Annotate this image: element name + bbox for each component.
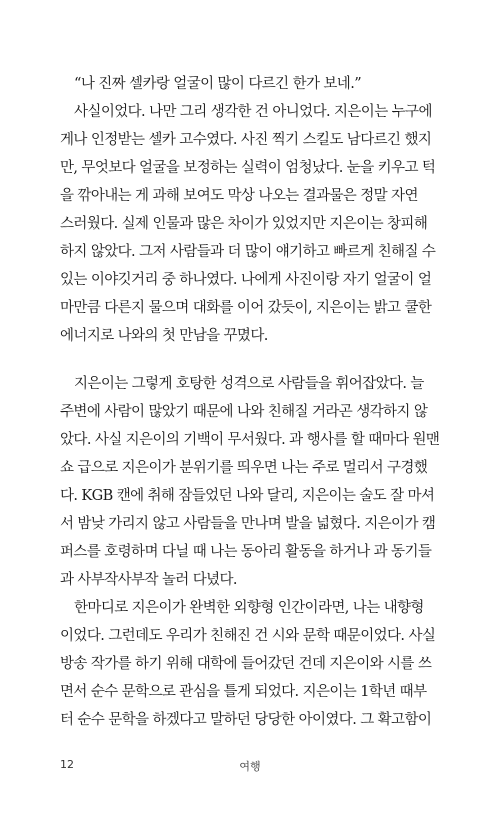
text-line: 사실이었다. 나만 그리 생각한 건 아니었다. 지은이는 누구에 <box>74 104 432 120</box>
text-line: 하지 않았다. 그저 사람들과 더 많이 얘기하고 빠르게 친해질 수 <box>60 244 436 260</box>
text-line: 을 깎아내는 게 과해 보여도 막상 나오는 결과물은 정말 자연 <box>60 188 418 204</box>
text-line: 에너지로 나와의 첫 만남을 꾸몄다. <box>60 328 268 344</box>
text-line: 있는 이야깃거리 중 하나였다. 나에게 사진이랑 자기 얼굴이 얼 <box>60 272 432 288</box>
text-line: 주변에 사람이 많았기 때문에 나와 친해질 거라곤 생각하지 않 <box>60 404 428 420</box>
text-line: 았다. 사실 지은이의 기백이 무서웠다. 과 행사를 할 때마다 원맨 <box>60 432 440 448</box>
text-line: 다. KGB 캔에 취해 잠들었던 나와 달리, 지은이는 술도 잘 마셔 <box>60 488 435 504</box>
text-line: 과 사부작사부작 놀러 다녔다. <box>60 572 237 588</box>
text-line: 면서 순수 문학으로 관심을 틀게 되었다. 지은이는 1학년 때부 <box>60 684 427 700</box>
body-text-top <box>60 70 440 350</box>
text-line: 퍼스를 호령하며 다닐 때 나는 동아리 활동을 하거나 과 동기들 <box>60 544 432 560</box>
text-line: 이었다. 그런데도 우리가 친해진 건 시와 문학 때문이었다. 사실 <box>60 628 436 644</box>
text-line: 스러웠다. 실제 인물과 많은 차이가 있었지만 지은이는 창피해 <box>60 216 428 232</box>
text-line: 만, 무엇보다 얼굴을 보정하는 실력이 엄청났다. 눈을 키우고 턱 <box>60 160 436 176</box>
text-line: 마만큼 다른지 물으며 대화를 이어 갔듯이, 지은이는 밝고 쿨한 <box>60 300 432 316</box>
text-line: 방송 작가를 하기 위해 대학에 들어갔던 건데 지은이와 시를 쓰 <box>60 656 432 672</box>
page-number: 12 <box>60 758 74 771</box>
text-line: “나 진짜 셀카랑 얼굴이 많이 다르긴 한가 보네.” <box>74 76 362 92</box>
text-line: 게나 인정받는 셀카 고수였다. 사진 찍기 스킬도 남다르긴 했지 <box>60 132 432 148</box>
running-footer-title: 여행 <box>239 760 261 773</box>
text-line: 터 순수 문학을 하겠다고 말하던 당당한 아이였다. 그 확고함이 <box>60 712 432 728</box>
text-line: 지은이는 그렇게 호탕한 성격으로 사람들을 휘어잡았다. 늘 <box>74 376 424 392</box>
text-line: 쇼 급으로 지은이가 분위기를 띄우면 나는 주로 멀리서 구경했 <box>60 460 428 476</box>
text-line: 서 밤낮 가리지 않고 사람들을 만나며 발을 넓혔다. 지은이가 캠 <box>60 516 436 532</box>
text-line: 한마디로 지은이가 완벽한 외향형 인간이라면, 나는 내향형 <box>74 600 424 616</box>
body-text-bottom <box>60 370 440 734</box>
